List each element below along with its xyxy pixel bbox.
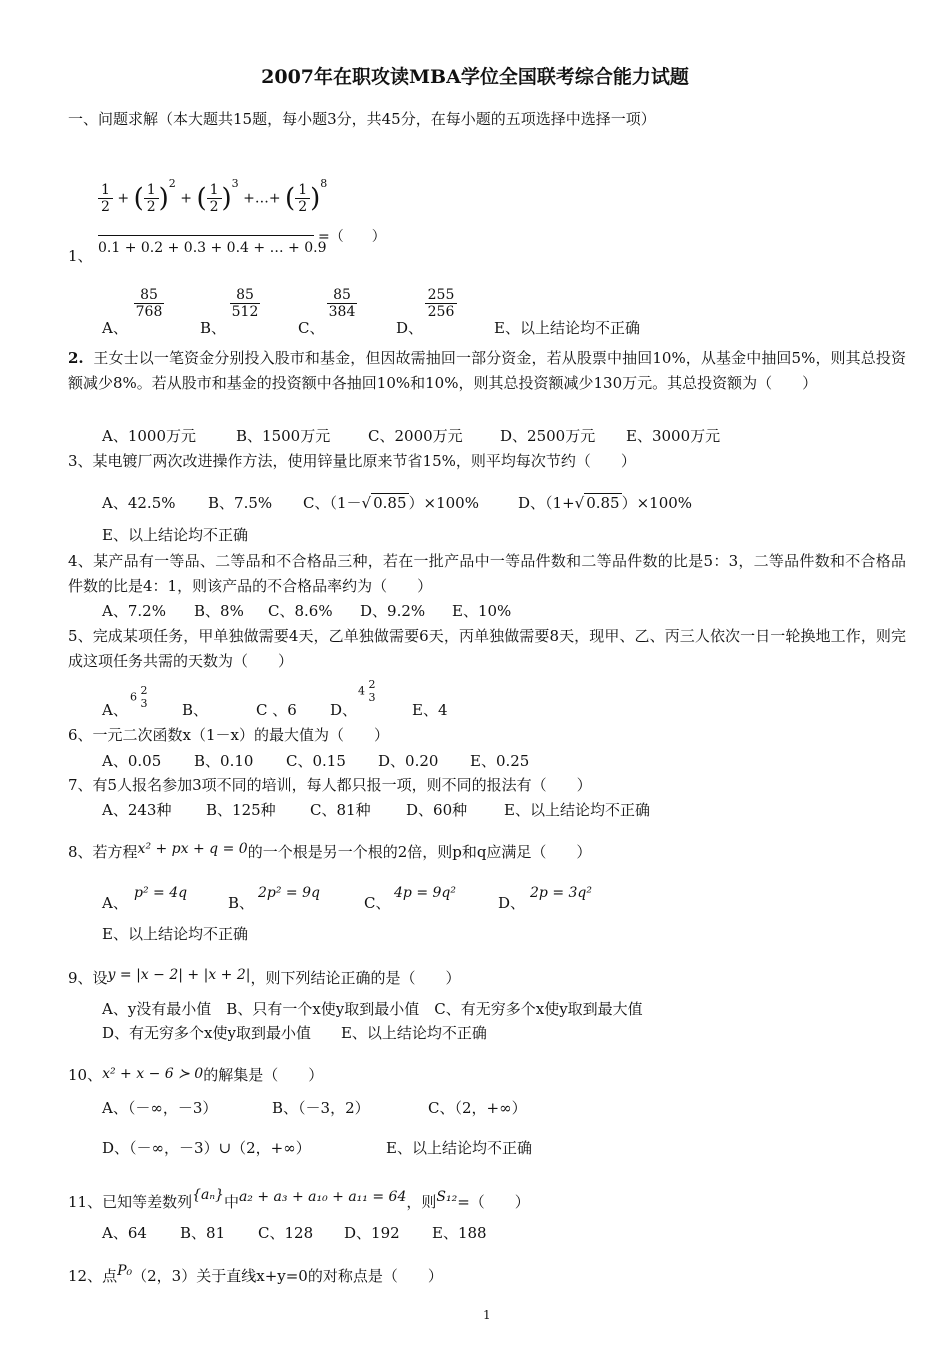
q1-equals: =（ ） <box>318 229 386 245</box>
q2-option-d: D、2500万元 <box>500 427 596 445</box>
q8-option-b-label: B、 <box>228 894 255 912</box>
page-number: 1 <box>483 1308 491 1322</box>
q9-text: 9、设y = |x − 2| + |x + 2|，则下列结论正确的是（ ） <box>68 967 461 987</box>
q7-option-d: D、60种 <box>406 801 468 819</box>
q8-option-a-expr: p² = 4q <box>134 885 188 901</box>
q11-option-e: E、188 <box>432 1224 487 1242</box>
q9-expr: y = |x − 2| + |x + 2| <box>107 967 251 983</box>
q2-option-b: B、1500万元 <box>236 427 331 445</box>
q8-text: 8、若方程x² + px + q = 0的一个根是另一个根的2倍，则p和q应满足（ ） <box>68 841 592 861</box>
q11-option-b: B、81 <box>180 1224 226 1242</box>
q11-expr: a₂ + a₃ + a₁₀ + a₁₁ = 64 <box>238 1189 407 1205</box>
q3-text: 3、某电镀厂两次改进操作方法，使用锌量比原来节省15%，则平均每次节约（ ） <box>68 452 636 470</box>
q7-text: 7、有5人报名参加3项不同的培训，每人都只报一项，则不同的报法有（ ） <box>68 776 592 794</box>
q4-text: 4、某产品有一等品、二等品和不合格品三种，若在一批产品中一等品件数和二等品件数的比是5：3，二等品件数和不合格品件数的比是4：1，则该产品的不合格品率约为（ ） <box>68 552 906 595</box>
q8-option-c-expr: 4p = 9q² <box>394 885 456 901</box>
q7-option-a: A、243种 <box>102 801 172 819</box>
q7-option-e: E、以上结论均不正确 <box>504 801 650 819</box>
q1-option-c-label: C、 <box>298 319 325 337</box>
q10-text: 10、x² + x − 6 ≻ 0的解集是（ ） <box>68 1066 324 1084</box>
q4-option-c: C、8.6% <box>268 602 333 620</box>
q3-option-b: B、7.5% <box>208 494 273 512</box>
q10-option-a: A、（－∞，－3） <box>102 1099 218 1117</box>
q1-option-a-label: A、 <box>102 319 128 337</box>
q8-equation: x² + px + q = 0 <box>137 841 248 857</box>
q6-option-d: D、0.20 <box>378 752 439 770</box>
q11-option-a: A、64 <box>102 1224 147 1242</box>
q3-option-e: E、以上结论均不正确 <box>102 526 248 544</box>
q7-option-c: C、81种 <box>310 801 371 819</box>
q10-option-e: E、以上结论均不正确 <box>386 1139 532 1157</box>
q8-option-b-expr: 2p² = 9q <box>258 885 320 901</box>
q2-option-a: A、1000万元 <box>102 427 197 445</box>
q6-option-c: C、0.15 <box>286 752 346 770</box>
q5-text: 5、完成某项任务，甲单独做需要4天，乙单独做需要6天，丙单独做需要8天，现甲、乙、丙三人依次一日一轮换地工作，则完成这项任务共需的天数为（ ） <box>68 627 906 670</box>
q6-option-a: A、0.05 <box>102 752 162 770</box>
section-header: 一、问题求解（本大题共15题，每小题3分，共45分，在每小题的五项选择中选择一项） <box>68 110 656 128</box>
q5-option-b: B、 <box>182 701 209 719</box>
q5-option-d-label: D、 <box>330 701 358 719</box>
q1-option-b-label: B、 <box>200 319 227 337</box>
q4-option-d: D、9.2% <box>360 602 426 620</box>
q11-option-c: C、128 <box>258 1224 314 1242</box>
q1-fraction-bar <box>98 235 314 236</box>
q1-option-a-fraction: 85 768 <box>135 287 163 320</box>
q10-option-c: C、（2，+∞） <box>428 1099 527 1117</box>
q2-number: 2. <box>68 349 84 367</box>
q4-option-a: A、7.2% <box>102 602 166 620</box>
q1-option-d-fraction: 255 256 <box>425 287 457 320</box>
q2-option-e: E、3000万元 <box>626 427 721 445</box>
q9-options-line-2: D、有无穷多个x使y取到最小值 E、以上结论均不正确 <box>102 1024 487 1042</box>
page-title: 2007年在职攻读MBA学位全国联考综合能力试题 <box>261 66 689 88</box>
q4-option-b: B、8% <box>194 602 244 620</box>
q3-option-a: A、42.5% <box>102 494 176 512</box>
q11-sequence: {aₙ} <box>192 1187 224 1203</box>
q3-option-d: D、（1+√ 0.85 ）×100% <box>518 494 693 512</box>
q4-option-e: E、10% <box>452 602 512 620</box>
question-2 <box>68 346 906 396</box>
q8-option-d-expr: 2p = 3q² <box>530 885 592 901</box>
q11-s12: S₁₂ <box>436 1189 458 1205</box>
q2-option-c: C、2000万元 <box>368 427 463 445</box>
q1-number: 1、 <box>68 247 93 265</box>
q5-option-c: C 、6 <box>256 701 297 719</box>
q10-expr: x² + x − 6 ≻ 0 <box>102 1066 204 1082</box>
q6-text: 6、一元二次函数x（1－x）的最大值为（ ） <box>68 726 390 744</box>
q11-text: 11、已知等差数列{aₙ}中a₂ + a₃ + a₁₀ + a₁₁ = 64，则S₁₂=（ ） <box>68 1187 530 1211</box>
q12-text: 12、点P₀（2，3）关于直线x+y=0的对称点是（ ） <box>68 1263 443 1285</box>
q5-option-e: E、4 <box>412 701 448 719</box>
q8-option-d-label: D、 <box>498 894 526 912</box>
q2-text: 王女士以一笔资金分别投入股市和基金，但因故需抽回一部分资金，若从股票中抽回10%，从基金中抽回5%，则其总投资额减少8%。若从股市和基金的投资额中各抽回10%和10%，则其总投资额减少130万元。其总投资额为（ ） <box>68 349 906 392</box>
q1-denominator: 0.1 + 0.2 + 0.3 + 0.4 + … + 0.9 <box>98 240 327 256</box>
q12-point: P₀ <box>117 1263 133 1279</box>
q3-option-c: C、（1－√ 0.85 ）×100% <box>303 494 479 512</box>
q1-option-d-label: D、 <box>396 319 424 337</box>
q1-option-e: E、以上结论均不正确 <box>494 319 640 337</box>
q7-option-b: B、125种 <box>206 801 276 819</box>
q10-option-b: B、（－3，2） <box>272 1099 370 1117</box>
q5-option-a-label: A、 <box>102 701 128 719</box>
q11-option-d: D、192 <box>344 1224 400 1242</box>
q8-option-e: E、以上结论均不正确 <box>102 925 248 943</box>
q5-option-a-value: 6 2 3 <box>130 684 148 710</box>
q8-option-a-label: A、 <box>102 894 128 912</box>
q6-option-e: E、0.25 <box>470 752 530 770</box>
q1-option-b-fraction: 85 512 <box>231 287 259 320</box>
q8-option-c-label: C、 <box>364 894 391 912</box>
q5-option-d-value: 4 2 3 <box>358 678 376 704</box>
q1-numerator: $\frac{1}{2}$ + ( $\frac{1}{2}$ )$^2$ + ( $\frac{1}{2}$ )$^3$ +…+ ( $\frac{1}{2}$ )$^8$ <box>98 182 327 215</box>
q9-options-line-1: A、y没有最小值 B、只有一个x使y取到最小值 C、有无穷多个x使y取到最大值 <box>102 1000 643 1018</box>
q6-option-b: B、0.10 <box>194 752 254 770</box>
q10-option-d: D、（－∞，－3）∪（2，+∞） <box>102 1139 311 1157</box>
q1-option-c-fraction: 85 384 <box>328 287 356 320</box>
